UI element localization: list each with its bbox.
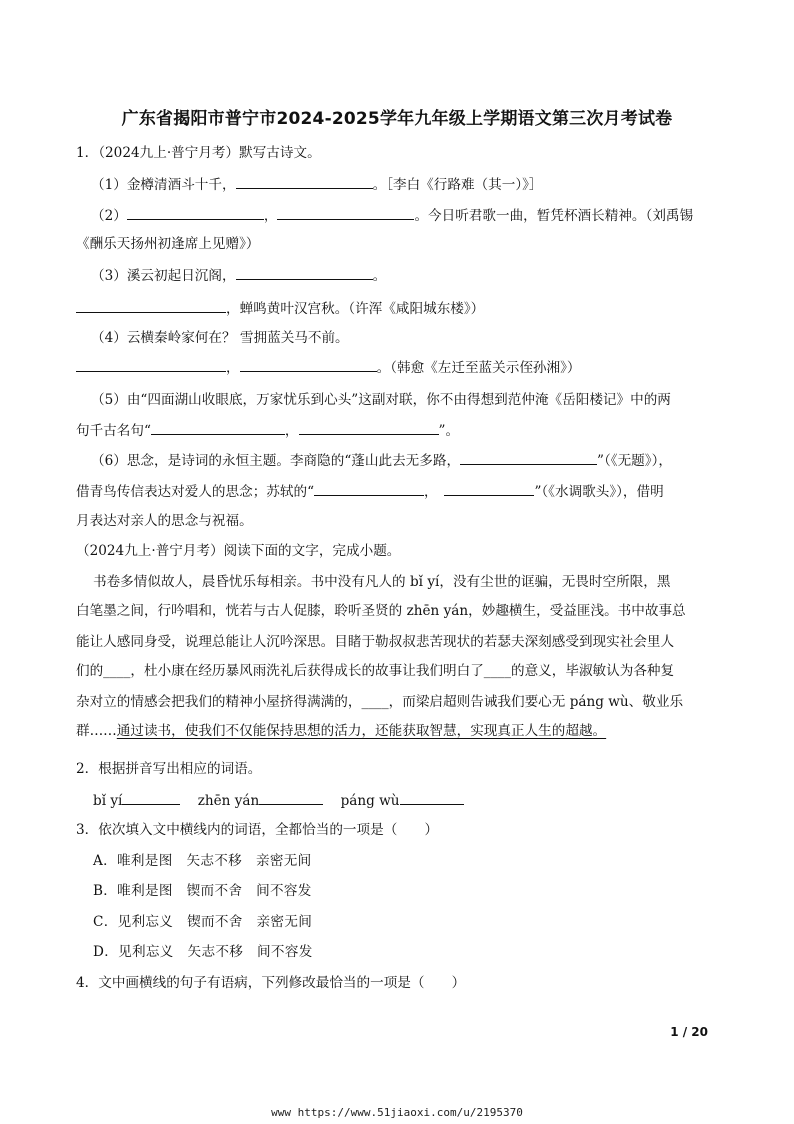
answer-blank[interactable]	[76, 357, 226, 372]
q1-s5-b: 句千古名句“	[76, 423, 151, 439]
q1-s5-c: ，	[284, 423, 299, 439]
q1-s5-line2	[76, 420, 716, 441]
q1-s2	[91, 205, 731, 226]
q1-s4-line2	[76, 357, 716, 378]
answer-blank[interactable]	[127, 205, 264, 220]
answer-blank[interactable]	[400, 790, 464, 805]
pinyin-1: bǐ yí	[93, 793, 123, 809]
q1-s6-d: ，	[424, 484, 431, 500]
answer-blank[interactable]	[76, 298, 226, 313]
q1-s6-b: ”（《无题》），	[597, 453, 672, 469]
q1-s6-a: （6）思念，是诗词的永恒主题。李商隐的“蓬山此去无多路，	[91, 453, 461, 469]
passage-line: 能让人感同身受，说理总能让人沉吟深思。目睹于勒叔叔悲苦现状的若瑟夫深刻感受到现实社会里人	[76, 634, 675, 650]
answer-blank[interactable]	[299, 420, 439, 435]
q1-s3-line2	[76, 298, 716, 319]
passage-line: 白笔墨之间，行吟唱和，恍若与古人促膝，聆听圣贤的 zhēn yán，妙趣横生，受益匪浅。书中故事总	[76, 603, 686, 619]
q1-s2-b: ，	[263, 208, 278, 224]
q3-head: 3．依次填入文中横线内的词语，全都恰当的一项是（ ）	[76, 822, 439, 838]
q1-s1-b: 。［李白《行路难（其一）》］	[372, 177, 543, 193]
page-title: 广东省揭阳市普宁市2024-2025学年九年级上学期语文第三次月考试卷	[121, 109, 673, 129]
q1-s4-a: （4）云横秦岭家何在？ 雪拥蓝关马不前。	[91, 330, 349, 346]
q3-option-c[interactable]: C．见利忘义 锲而不舍 亲密无间	[93, 914, 313, 930]
answer-blank[interactable]	[259, 790, 323, 805]
answer-blank[interactable]	[277, 205, 414, 220]
q1-s6	[91, 450, 731, 471]
q1-s2-d: 《酬乐天扬州初逢席上见赠》）	[76, 236, 260, 252]
passage-text: 群……	[76, 723, 117, 739]
q1-s6-c: 借青鸟传信表达对爱人的思念；苏轼的“	[76, 484, 315, 500]
q1-head: 1．（2024九上·普宁月考）默写古诗文。	[76, 145, 321, 161]
q3-option-b[interactable]: B．唯利是图 锲而不舍 间不容发	[93, 883, 312, 899]
answer-blank[interactable]	[460, 450, 597, 465]
q1-s3-b: 。	[372, 268, 387, 284]
passage-line: 杂对立的情感会把我们的精神小屋挤得满满的，____，而梁启超则告诫我们要心无 páng wù、敬业乐	[76, 694, 684, 710]
q3-option-d[interactable]: D．见利忘义 矢志不移 间不容发	[93, 944, 313, 960]
passage-line: 们的____，杜小康在经历暴风雨洗礼后获得成长的故事让我们明白了____的意义，毕淑敏认为各种复	[76, 663, 675, 679]
footer-url[interactable]: www https://www.51jiaoxi.com/u/2195370	[271, 1106, 523, 1119]
q1-s6-f: 月表达对亲人的思念与祝福。	[76, 513, 253, 529]
underlined-sentence: 通过读书，使我们不仅能保持思想的活力，还能获取智慧，实现真正人生的超越。	[116, 723, 607, 739]
q1-s6-line2	[76, 481, 716, 502]
q3-option-a[interactable]: A．唯利是图 矢志不移 亲密无间	[93, 853, 312, 869]
pinyin-3: páng wù	[340, 793, 400, 809]
q2-pinyin-row	[93, 790, 733, 811]
answer-blank[interactable]	[151, 420, 285, 435]
answer-blank[interactable]	[236, 265, 373, 280]
q1-s3-c: ，蝉鸣黄叶汉宫秋。（许浑《咸阳城东楼》）	[226, 301, 485, 317]
answer-blank[interactable]	[122, 790, 180, 805]
q1-s4-c: 。（韩愈《左迁至蓝关示侄孙湘》）	[376, 360, 581, 376]
q1-s1-a: （1）金樽清酒斗十千，	[91, 177, 236, 193]
q1-s1	[91, 174, 731, 195]
q1-s6-e: ”（《水调歌头》），借明	[534, 484, 664, 500]
page-number: 1 / 20	[670, 1025, 708, 1039]
passage-line	[76, 721, 716, 741]
q1-s5-d: ”。	[438, 423, 460, 439]
passage-line: 书卷多情似故人，晨昏忧乐每相亲。书中没有凡人的 bǐ yí，没有尘世的诓骗，无畏时空所限，黑	[93, 574, 671, 590]
q1-s2-c: 。今日听君歌一曲，暂凭杯酒长精神。（刘禹锡	[414, 208, 694, 224]
q1-s3	[91, 265, 731, 286]
pinyin-2: zhēn yán	[197, 793, 260, 809]
answer-blank[interactable]	[444, 481, 534, 496]
q1-s3-a: （3）溪云初起日沉阁，	[91, 268, 236, 284]
answer-blank[interactable]	[240, 357, 377, 372]
q4-head: 4．文中画横线的句子有语病，下列修改最恰当的一项是（ ）	[76, 975, 466, 991]
q1-s5-a: （5）由“四面湖山收眼底，万家忧乐到心头”这副对联，你不由得想到范仲淹《岳阳楼记》中的两	[91, 392, 671, 408]
q1-s4-b: ，	[226, 360, 240, 376]
answer-blank[interactable]	[314, 481, 424, 496]
answer-blank[interactable]	[236, 174, 373, 189]
q2-head: 2．根据拼音写出相应的词语。	[76, 761, 262, 777]
q1-s2-a: （2）	[91, 208, 127, 224]
reading-head: （2024九上·普宁月考）阅读下面的文字，完成小题。	[76, 543, 401, 559]
